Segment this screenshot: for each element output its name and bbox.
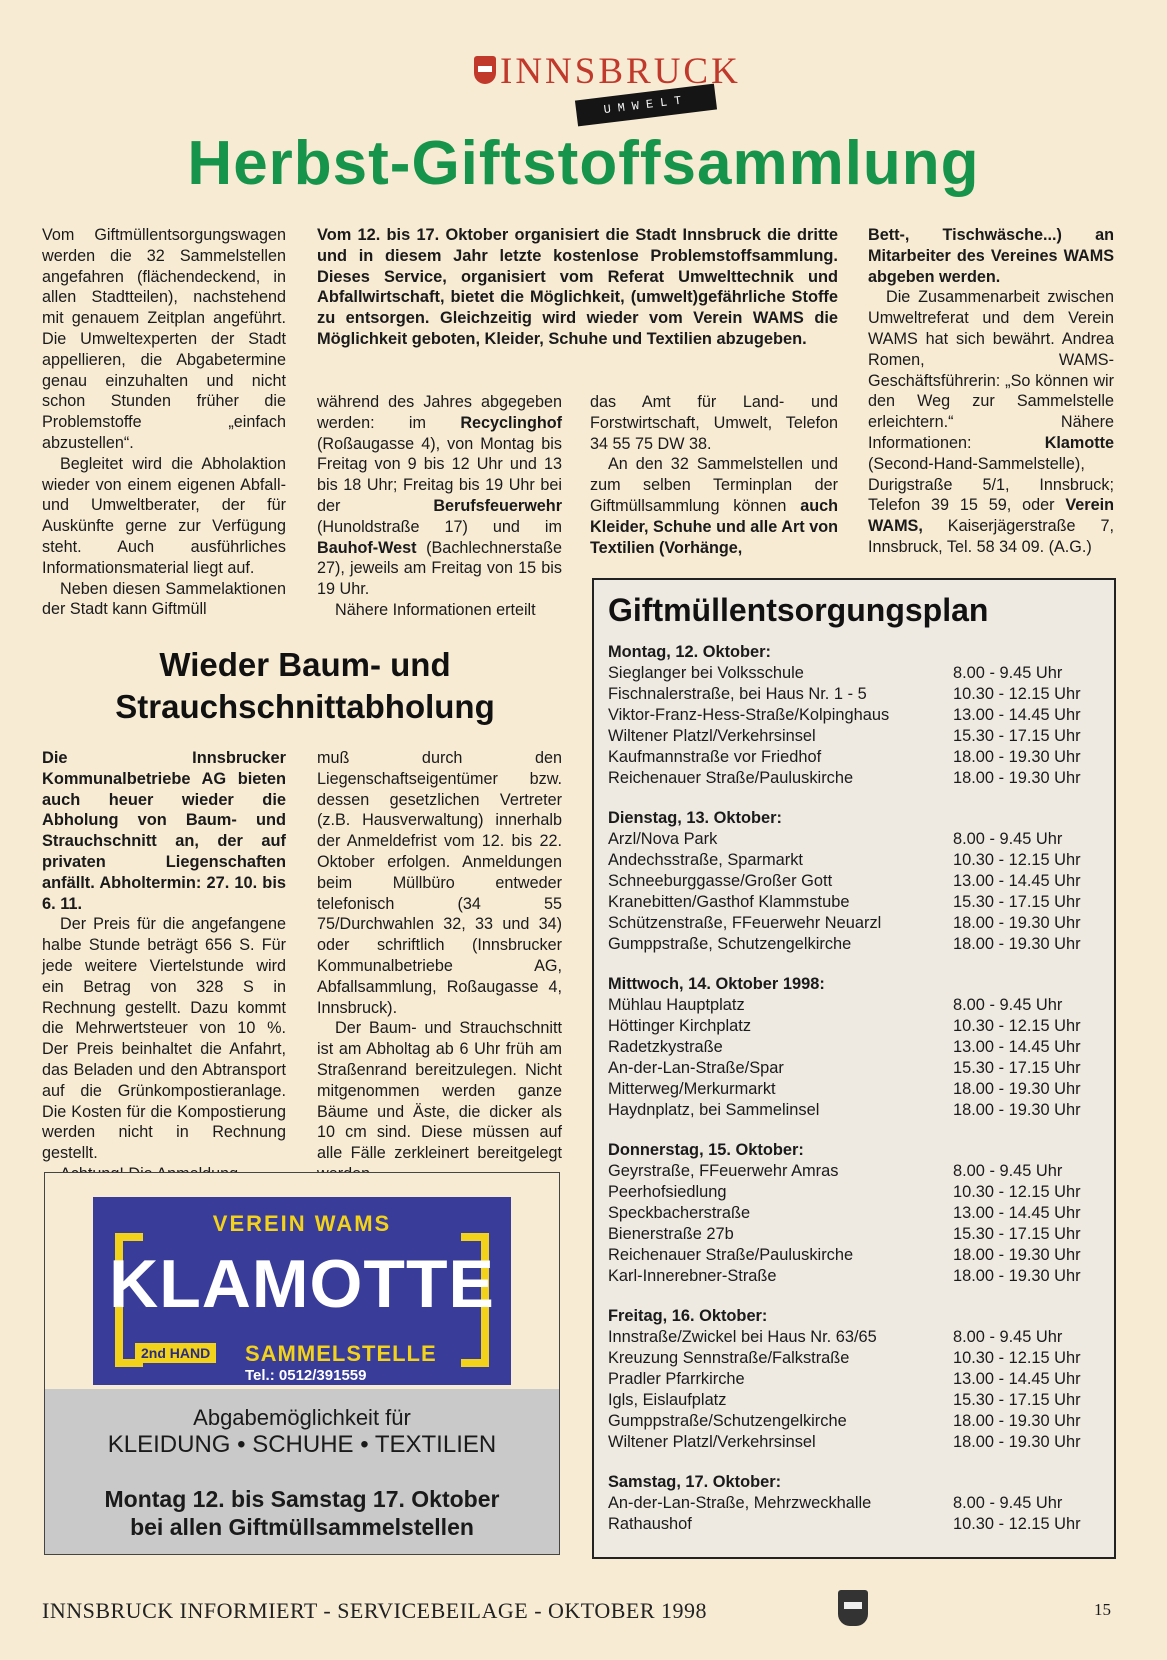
stop-place: Geyrstraße, FFeuerwehr Amras	[608, 1162, 839, 1180]
stop-place: Höttinger Kirchplatz	[608, 1017, 752, 1035]
schedule-title: Giftmüllentsorgungsplan	[608, 592, 989, 628]
stop-place: Kreuzung Sennstraße/Falkstraße	[608, 1349, 850, 1367]
paragraph: Die Zusammenarbeit zwischen Umweltreferat und dem Verein WAMS hat sich bewährt. Andrea Romen, WAMS-Geschäftsführerin: „So können wir den Weg zur Sammelstelle erleichtern.“ Nähere Informationen: Klamotte (Second-Hand-Sammelstelle), Durigstraße 5/1, Innsbruck; Telefon 39 15 59, oder Verein WAMS, Kaiserjägerstraße 7, Innsbruck, Tel. 58 34 09. (A.G.)	[868, 288, 1114, 556]
stop-time: 18.00 - 19.30 Uhr	[953, 769, 1081, 787]
stop-time: 8.00 - 9.45 Uhr	[953, 1162, 1063, 1180]
stop-place: Sieglanger bei Volksschule	[608, 664, 804, 682]
day-heading: Donnerstag, 15. Oktober:	[608, 1141, 804, 1159]
article1-column-4	[868, 225, 1114, 558]
schedule-day	[608, 1306, 1102, 1453]
stop-place: Wiltener Platzl/Verkehrsinsel	[608, 727, 816, 745]
paragraph: Neben diesen Sammelaktionen der Stadt kann Giftmüll	[42, 579, 286, 619]
schedule-box	[592, 578, 1116, 1559]
page-footer: INNSBRUCK INFORMIERT - SERVICEBEILAGE - OKTOBER 1998	[42, 1598, 708, 1623]
stop-place: Kaufmannstraße vor Friedhof	[608, 748, 822, 766]
schedule-row	[608, 829, 1102, 850]
stop-time: 18.00 - 19.30 Uhr	[953, 1246, 1081, 1264]
stop-time: 15.30 - 17.15 Uhr	[953, 1391, 1081, 1409]
stop-place: Peerhofsiedlung	[608, 1183, 727, 1201]
paragraph: Die Innsbrucker Kommunalbetriebe AG bieten auch heuer wieder die Abholung von Baum- und Strauchschnitt an, der auf privaten Liegenschaften anfällt. Abholtermin: 27. 10. bis 6. 11.	[42, 749, 286, 913]
schedule-row	[608, 871, 1102, 892]
schedule-row	[608, 913, 1102, 934]
stop-time: 10.30 - 12.15 Uhr	[953, 851, 1081, 869]
schedule-day	[608, 1472, 1102, 1535]
schedule-row	[608, 1224, 1102, 1245]
coat-of-arms-icon	[474, 56, 496, 84]
paragraph: während des Jahres abgegeben werden: im Recyclinghof (Roßaugasse 4), von Montag bis Freitag von 9 bis 12 Uhr und 13 bis 18 Uhr; Freitag bis 19 Uhr bei der Berufsfeuerwehr (Hunoldstraße 17) und im Bauhof-West (Bachlechnerstaße 27), jeweils am Freitag von 15 bis 19 Uhr.	[317, 393, 562, 599]
logo-city: INNSBRUCK	[500, 51, 741, 92]
schedule-row	[608, 726, 1102, 747]
stop-place: Radetzkystraße	[608, 1038, 723, 1056]
stop-place: Gumppstraße/Schutzengelkirche	[608, 1412, 847, 1430]
day-heading: Montag, 12. Oktober:	[608, 643, 772, 661]
stop-time: 15.30 - 17.15 Uhr	[953, 727, 1081, 745]
stop-time: 13.00 - 14.45 Uhr	[953, 1204, 1081, 1222]
schedule-day	[608, 642, 1102, 789]
stop-time: 18.00 - 19.30 Uhr	[953, 914, 1081, 932]
stop-place: Gumppstraße, Schutzengelkirche	[608, 935, 852, 953]
paragraph: Nähere Informationen erteilt	[335, 600, 536, 619]
schedule-row	[608, 1369, 1102, 1390]
stop-time: 13.00 - 14.45 Uhr	[953, 872, 1081, 890]
stop-time: 13.00 - 14.45 Uhr	[953, 706, 1081, 724]
stop-time: 8.00 - 9.45 Uhr	[953, 664, 1063, 682]
schedule-row	[608, 1016, 1102, 1037]
schedule-day	[608, 974, 1102, 1121]
logo-stamp: UMWELT	[575, 84, 717, 127]
schedule-row	[608, 705, 1102, 726]
stop-place: An-der-Lan-Straße/Spar	[608, 1059, 784, 1077]
schedule-row	[608, 1514, 1102, 1535]
schedule-row	[608, 1390, 1102, 1411]
ad-logo-panel	[93, 1197, 511, 1385]
innsbruck-logo	[470, 48, 741, 118]
day-heading: Dienstag, 13. Oktober:	[608, 809, 782, 827]
day-heading: Samstag, 17. Oktober:	[608, 1473, 782, 1491]
coat-of-arms-icon	[838, 1590, 868, 1626]
schedule-row	[608, 1327, 1102, 1348]
schedule-row	[608, 1266, 1102, 1287]
paragraph: An den 32 Sammelstellen und zum selben Terminplan der Giftmüllsammlung können auch Kleider, Schuhe und alle Art von Textilien (Vorhänge,	[590, 455, 838, 557]
stop-place: Kranebitten/Gasthof Klammstube	[608, 893, 850, 911]
paragraph: muß durch den Liegenschaftseigentümer bzw. dessen gesetzlichen Vertreter (z.B. Hausverwaltung) innerhalb der Anmeldefrist vom 12. bis 22. Oktober erfolgen. Anmeldungen beim Müllbüro entweder telefonisch (34 55 75/Durchwahlen 32, 33 und 34) oder schriftlich (Innsbrucker Kommunalbetriebe AG, Abfallsammlung, Roßaugasse 4, Innsbruck).	[317, 749, 562, 1017]
stop-time: 18.00 - 19.30 Uhr	[953, 1080, 1081, 1098]
article-title: Herbst-Giftstoffsammlung	[187, 129, 980, 198]
schedule-row	[608, 892, 1102, 913]
schedule-row	[608, 1037, 1102, 1058]
stop-place: Rathaushof	[608, 1515, 692, 1533]
schedule-row	[608, 1493, 1102, 1514]
stop-time: 10.30 - 12.15 Uhr	[953, 685, 1081, 703]
schedule-row	[608, 1182, 1102, 1203]
stop-place: Innstraße/Zwickel bei Haus Nr. 63/65	[608, 1328, 877, 1346]
ad-line: KLEIDUNG • SCHUHE • TEXTILIEN	[107, 1431, 497, 1458]
stop-time: 10.30 - 12.15 Uhr	[953, 1515, 1081, 1533]
stop-time: 18.00 - 19.30 Uhr	[953, 1433, 1081, 1451]
stop-place: An-der-Lan-Straße, Mehrzweckhalle	[608, 1494, 872, 1512]
ad-collection: SAMMELSTELLE	[245, 1341, 437, 1366]
paragraph: Vom Giftmüllentsorgungswagen werden die 32 Sammelstellen angefahren (flächendeckend, in allen Stadtteilen), nachstehend mit genauem Zeitplan angeführt. Die Umweltexperten der Stadt appellieren, die Abgabetermine genau einzuhalten und nicht schon Stunden früher die Problemstoffe „einfach abzustellen“.	[42, 226, 286, 452]
article2-title: Wieder Baum- und Strauchschnittabholung	[115, 646, 495, 725]
stop-time: 18.00 - 19.30 Uhr	[953, 1101, 1081, 1119]
day-heading: Mittwoch, 14. Oktober 1998:	[608, 975, 825, 993]
stop-place: Karl-Innerebner-Straße	[608, 1267, 777, 1285]
ad-phone: Tel.: 0512/391559	[245, 1367, 367, 1384]
ad-brand: KLAMOTTE	[109, 1246, 495, 1322]
paragraph: Begleitet wird die Abholaktion wieder von einem eigenen Abfall- und Umweltberater, der für Auskünfte gerne zur Verfügung steht. Auch ausführliches Informationsmaterial liegt auf.	[42, 454, 286, 577]
stop-place: Reichenauer Straße/Pauluskirche	[608, 1246, 854, 1264]
stop-time: 18.00 - 19.30 Uhr	[953, 748, 1081, 766]
stop-time: 10.30 - 12.15 Uhr	[953, 1183, 1081, 1201]
paragraph: das Amt für Land- und Forstwirtschaft, Umwelt, Telefon 34 55 75 DW 38.	[590, 393, 838, 453]
schedule-row	[608, 934, 1102, 955]
page-number: 15	[1094, 1600, 1111, 1619]
schedule-row	[608, 1058, 1102, 1079]
stop-place: Schützenstraße, FFeuerwehr Neuarzl	[608, 914, 882, 932]
stop-place: Igls, Eislaufplatz	[608, 1391, 727, 1409]
stop-place: Schneeburggasse/Großer Gott	[608, 872, 833, 890]
schedule-row	[608, 1100, 1102, 1121]
stop-time: 10.30 - 12.15 Uhr	[953, 1017, 1081, 1035]
schedule-row	[608, 1348, 1102, 1369]
schedule-row	[608, 850, 1102, 871]
ad-club-name: VEREIN WAMS	[212, 1211, 392, 1236]
article2-column-2	[317, 748, 562, 1185]
stop-place: Bienerstraße 27b	[608, 1225, 734, 1243]
article1-column-2	[317, 392, 562, 621]
stop-time: 15.30 - 17.15 Uhr	[953, 1059, 1081, 1077]
stop-place: Andechsstraße, Sparmarkt	[608, 851, 803, 869]
stop-place: Pradler Pfarrkirche	[608, 1370, 745, 1388]
article1-column-3	[590, 392, 838, 558]
ad-tag: 2nd HAND	[135, 1343, 216, 1363]
stop-time: 8.00 - 9.45 Uhr	[953, 1494, 1063, 1512]
stop-time: 18.00 - 19.30 Uhr	[953, 1267, 1081, 1285]
stop-place: Reichenauer Straße/Pauluskirche	[608, 769, 854, 787]
schedule-row	[608, 1079, 1102, 1100]
stop-time: 8.00 - 9.45 Uhr	[953, 1328, 1063, 1346]
paragraph: Der Baum- und Strauchschnitt ist am Abholtag ab 6 Uhr früh am Straßenrand bereitzulegen. Nicht mitgenommen werden ganze Bäume und Äste, die dicker als 10 cm sind. Diese müssen auf alle Fälle zerkleinert bereitgelegt	[317, 1019, 562, 1163]
day-heading: Freitag, 16. Oktober:	[608, 1307, 768, 1325]
stop-place: Viktor-Franz-Hess-Straße/Kolpinghaus	[608, 706, 890, 724]
paragraph: Bett-, Tischwäsche...) an Mitarbeiter des Vereines WAMS abgeben werden.	[868, 226, 1114, 286]
schedule-day	[608, 808, 1102, 955]
schedule-day	[608, 1140, 1102, 1287]
schedule-row	[608, 995, 1102, 1016]
schedule-row	[608, 1411, 1102, 1432]
stop-place: Speckbacherstraße	[608, 1204, 751, 1222]
stop-time: 8.00 - 9.45 Uhr	[953, 830, 1063, 848]
schedule-row	[608, 747, 1102, 768]
stop-time: 18.00 - 19.30 Uhr	[953, 1412, 1081, 1430]
schedule-row	[608, 1203, 1102, 1224]
stop-time: 15.30 - 17.15 Uhr	[953, 893, 1081, 911]
paragraph: Der Preis für die angefangene halbe Stunde beträgt 656 S. Für jede weitere Viertelstunde wird ein Betrag von 328 S in Rechnung gestellt. Dazu kommt die Mehrwertsteuer von 10 %. Der Preis beinhaltet die Anfahrt, das Beladen und den Abtransport auf die Grünkompostieranlage. Die Kosten für die Kompostierung werden nicht in Rechnung gestellt.	[42, 915, 286, 1163]
stop-place: Wiltener Platzl/Verkehrsinsel	[608, 1433, 816, 1451]
klamotte-advertisement	[44, 1172, 560, 1555]
stop-place: Arzl/Nova Park	[608, 830, 718, 848]
stop-time: 18.00 - 19.30 Uhr	[953, 935, 1081, 953]
schedule-row	[608, 663, 1102, 684]
stop-place: Fischnalerstraße, bei Haus Nr. 1 - 5	[608, 685, 867, 703]
stop-time: 13.00 - 14.45 Uhr	[953, 1038, 1081, 1056]
stop-time: 10.30 - 12.15 Uhr	[953, 1349, 1081, 1367]
stop-time: 8.00 - 9.45 Uhr	[953, 996, 1063, 1014]
schedule-row	[608, 1161, 1102, 1182]
article1-lead: Vom 12. bis 17. Oktober organisiert die Stadt Innsbruck die dritte und in diesem Jahr letzte kostenlose Problemstoffsammlung. Dieses Service, organisiert vom Referat Umwelttechnik und Abfallwirtschaft, bietet die Möglichkeit, (umwelt)gefährliche Stoffe zu entsorgen. Gleichzeitig wird wieder vom Verein WAMS die Möglichkeit geboten, Kleider, Schuhe und Textilien abzugeben.	[317, 226, 838, 348]
ad-dates: Montag 12. bis Samstag 17. Oktober bei allen Giftmüllsammelstellen	[104, 1486, 500, 1540]
schedule-row	[608, 1245, 1102, 1266]
ad-info-panel	[45, 1389, 559, 1554]
stop-place: Mühlau Hauptplatz	[608, 996, 745, 1014]
stop-time: 15.30 - 17.15 Uhr	[953, 1225, 1081, 1243]
schedule-row	[608, 768, 1102, 789]
schedule-row	[608, 1432, 1102, 1453]
ad-line: Abgabemöglichkeit für	[193, 1405, 411, 1430]
stop-place: Mitterweg/Merkurmarkt	[608, 1080, 776, 1098]
schedule-row	[608, 684, 1102, 705]
article2-column-1	[42, 748, 286, 1185]
stop-time: 13.00 - 14.45 Uhr	[953, 1370, 1081, 1388]
stop-place: Haydnplatz, bei Sammelinsel	[608, 1101, 820, 1119]
article1-column-1	[42, 225, 286, 620]
